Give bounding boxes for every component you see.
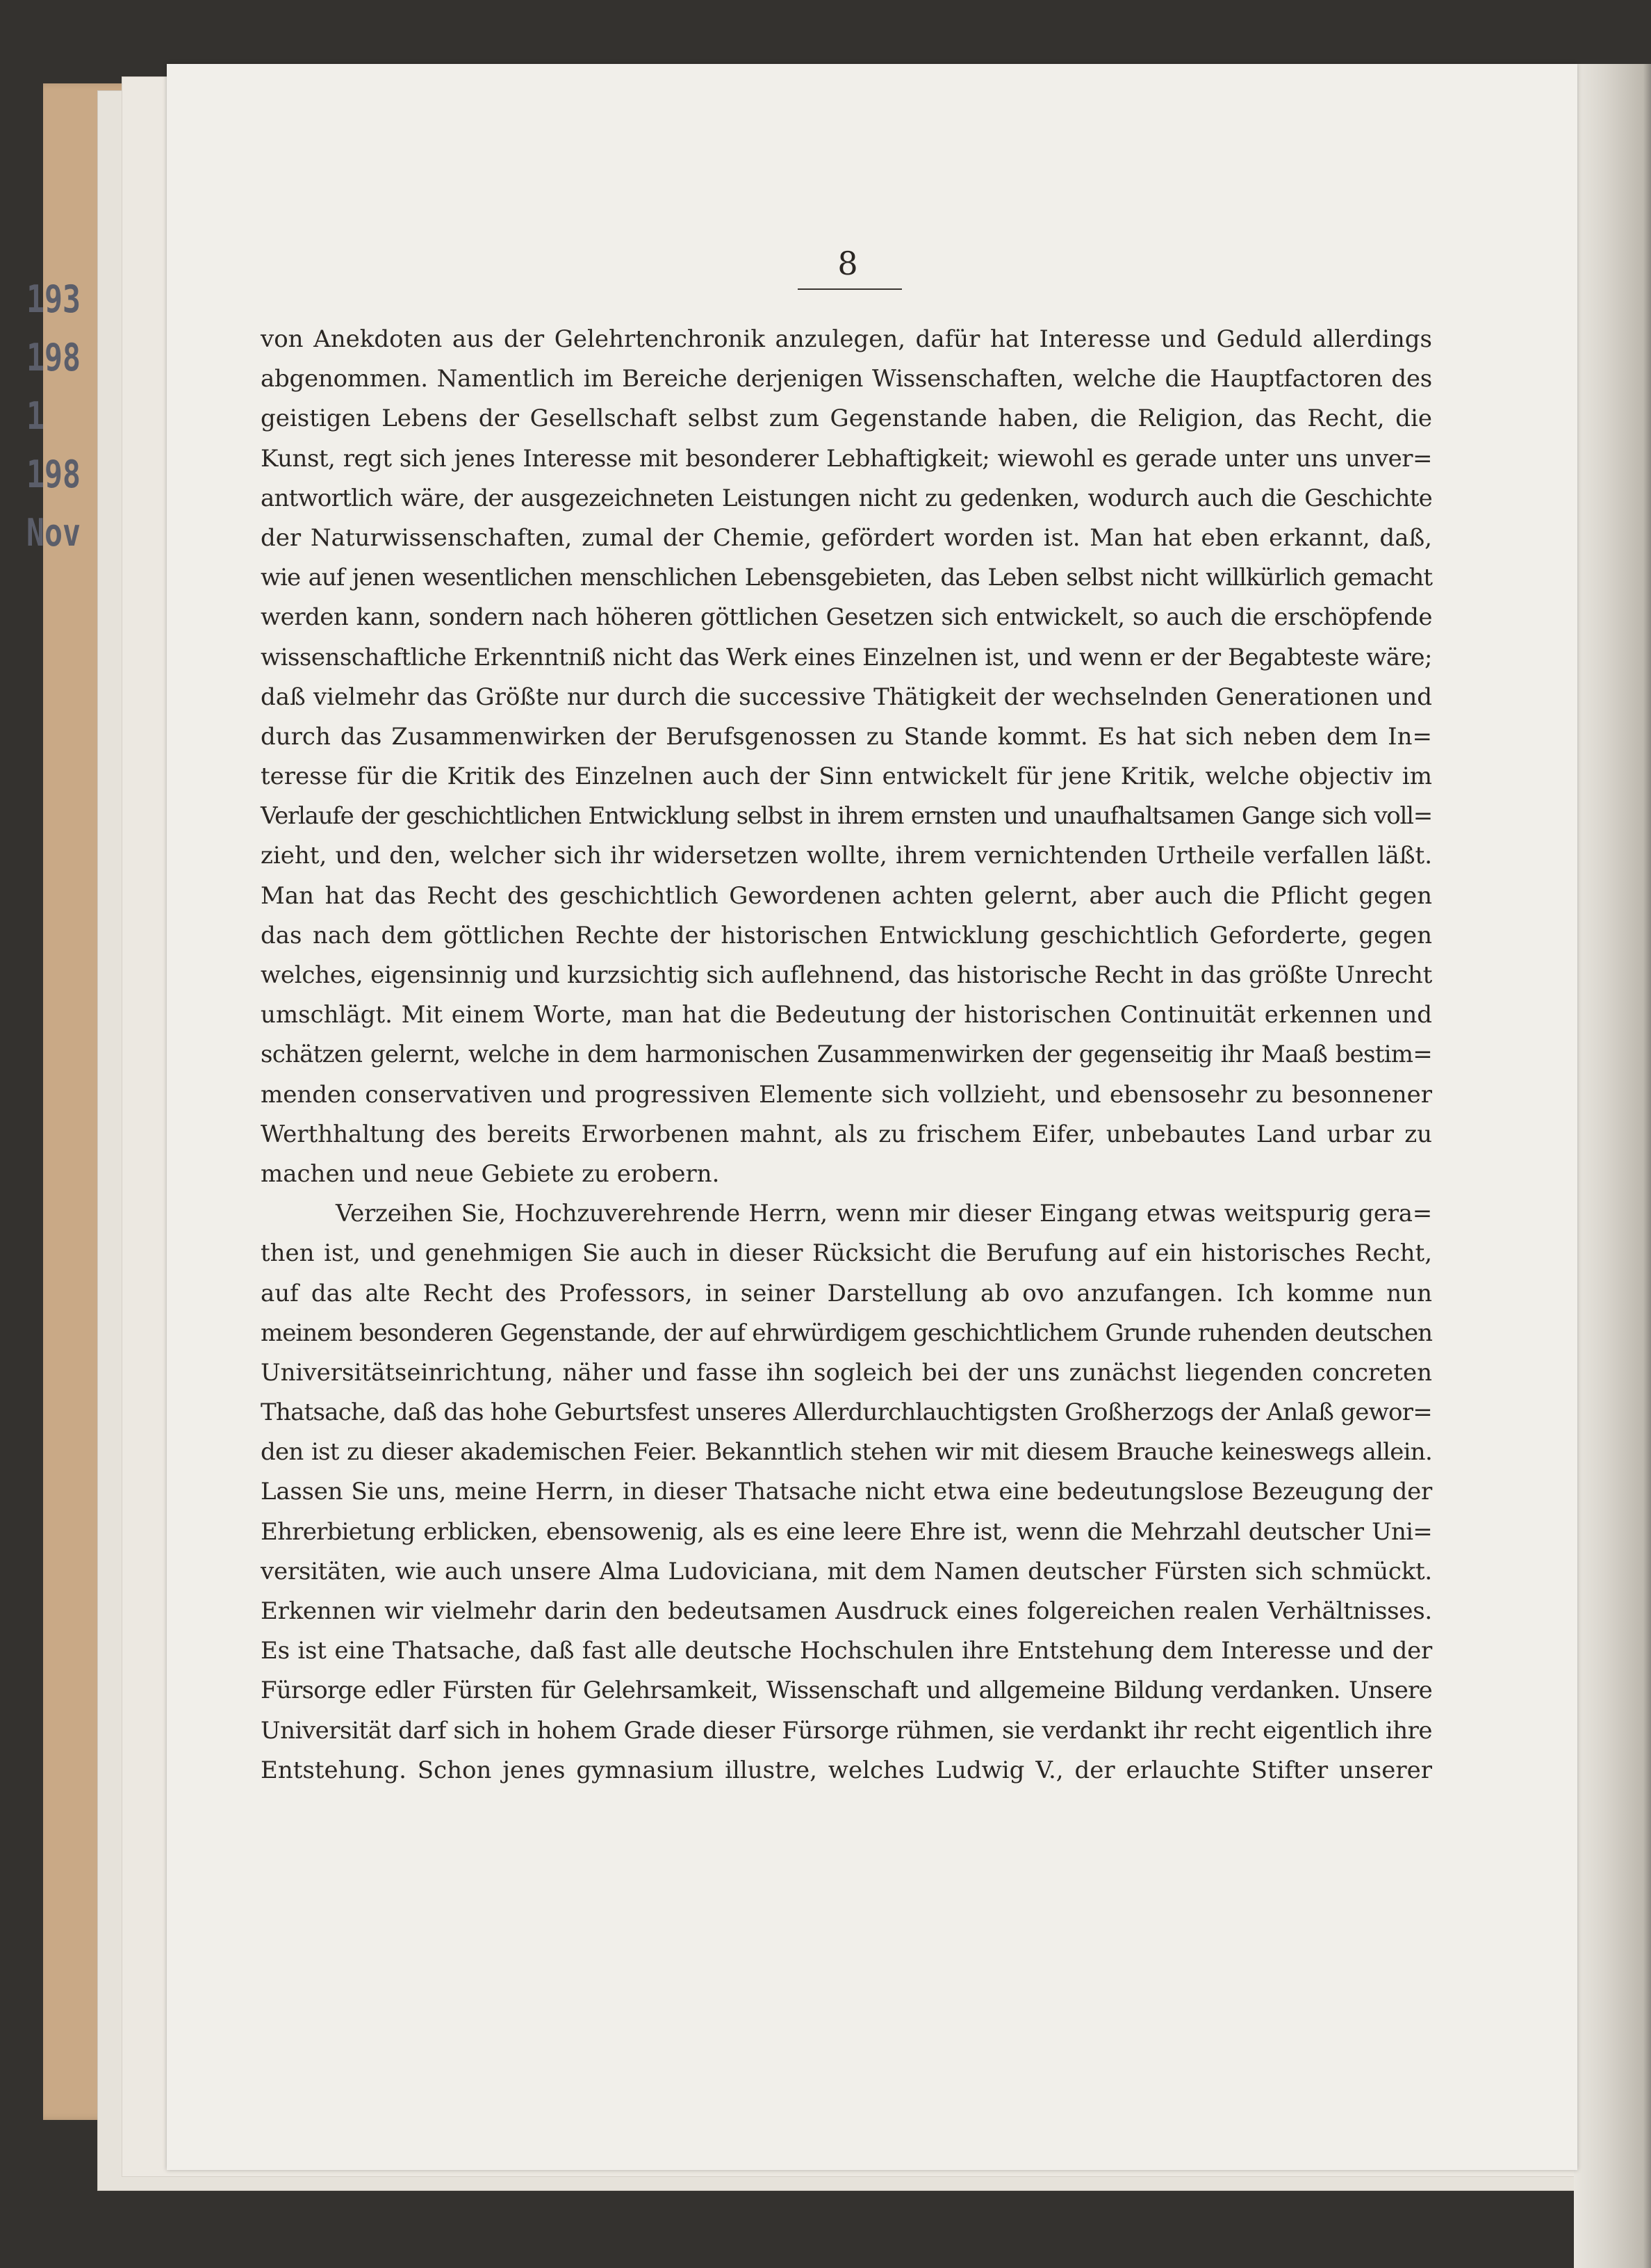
text-line: Werthhaltung des bereits Erworbenen mahnt, als zu frischem Eifer, unbebautes Land urbar zu bbox=[261, 1120, 1432, 1148]
text-line: Kunst, regt sich jenes Interesse mit besonderer Lebhaftigkeit; wiewohl es gerade unter uns unver= bbox=[261, 444, 1432, 473]
page-edge bbox=[1574, 64, 1651, 2268]
text-line: Verzeihen Sie, Hochzuverehrende Herrn, wenn mir dieser Eingang etwas weitspurig gera= bbox=[336, 1200, 1432, 1228]
text-line: daß vielmehr das Größte nur durch die successive Thätigkeit der wechselnden Generationen und bbox=[261, 683, 1432, 711]
text-line: Man hat das Recht des geschichtlich Gewordenen achten gelernt, aber auch die Pflicht gegen bbox=[261, 881, 1432, 910]
spine-label: 1 bbox=[26, 394, 45, 438]
text-line: machen und neue Gebiete zu erobern. bbox=[261, 1159, 720, 1188]
text-line: abgenommen. Namentlich im Bereiche derjenigen Wissenschaften, welche die Hauptfactoren des bbox=[261, 365, 1432, 393]
text-line: das nach dem göttlichen Rechte der historischen Entwicklung geschichtlich Geforderte, gegen bbox=[261, 921, 1432, 949]
text-line: Erkennen wir vielmehr darin den bedeutsamen Ausdruck eines folgereichen realen Verhältnisses. bbox=[261, 1597, 1432, 1625]
text-line: von Anekdoten aus der Gelehrtenchronik anzulegen, dafür hat Interesse und Geduld allerdings bbox=[261, 325, 1432, 353]
text-line: Ehrerbietung erblicken, ebensowenig, als es eine leere Ehre ist, wenn die Mehrzahl deutscher Uni= bbox=[261, 1517, 1432, 1546]
page-number-rule bbox=[798, 288, 902, 290]
text-line: zieht, und den, welcher sich ihr widersetzen wollte, ihrem vernichtenden Urtheile verfallen läßt. bbox=[261, 842, 1432, 870]
text-line: geistigen Lebens der Gesellschaft selbst zum Gegenstande haben, die Religion, das Recht, die bbox=[261, 405, 1432, 433]
text-line: teresse für die Kritik des Einzelnen auch der Sinn entwickelt für jene Kritik, welche objectiv im bbox=[261, 762, 1432, 791]
spine-label: Nov bbox=[26, 511, 81, 555]
text-line: versitäten, wie auch unsere Alma Ludoviciana, mit dem Namen deutscher Fürsten sich schmückt. bbox=[261, 1557, 1432, 1585]
text-line: umschlägt. Mit einem Worte, man hat die Bedeutung der historischen Continuität erkennen und bbox=[261, 1001, 1432, 1029]
body-text bbox=[261, 320, 1432, 1790]
text-line: wie auf jenen wesentlichen menschlichen Lebensgebieten, das Leben selbst nicht willkürlich gemacht bbox=[261, 564, 1432, 592]
text-line: welches, eigensinnig und kurzsichtig sich auflehnend, das historische Recht in das größte Unrecht bbox=[261, 961, 1432, 989]
text-line: menden conservativen und progressiven Elemente sich vollzieht, und ebensosehr zu besonnener bbox=[261, 1080, 1432, 1109]
text-line: Entstehung. Schon jenes gymnasium illustre, welches Ludwig V., der erlauchte Stifter unserer bbox=[261, 1756, 1432, 1784]
spine-label: 198 bbox=[26, 452, 81, 496]
text-line: den ist zu dieser akademischen Feier. Bekanntlich stehen wir mit diesem Brauche keineswegs allein. bbox=[261, 1438, 1432, 1467]
text-line: durch das Zusammenwirken der Berufsgenossen zu Stande kommt. Es hat sich neben dem In= bbox=[261, 722, 1432, 751]
text-line: werden kann, sondern nach höheren göttlichen Gesetzen sich entwickelt, so auch die erschöpfende bbox=[261, 603, 1432, 632]
page-number: 8 bbox=[837, 245, 858, 282]
text-line: Verlaufe der geschichtlichen Entwicklung selbst in ihrem ernsten und unaufhaltsamen Gange sich voll= bbox=[261, 802, 1432, 831]
text-line: Universität darf sich in hohem Grade dieser Fürsorge rühmen, sie verdankt ihr recht eigentlich ihre bbox=[261, 1716, 1432, 1745]
text-line: Lassen Sie uns, meine Herrn, in dieser Thatsache nicht etwa eine bedeutungslose Bezeugung der bbox=[261, 1478, 1432, 1506]
text-line: der Naturwissenschaften, zumal der Chemie, gefördert worden ist. Man hat eben erkannt, daß, bbox=[261, 523, 1432, 552]
text-line: Fürsorge edler Fürsten für Gelehrsamkeit, Wissenschaft und allgemeine Bildung verdanken. Unsere bbox=[261, 1676, 1432, 1705]
text-line: antwortlich wäre, der ausgezeichneten Leistungen nicht zu gedenken, wodurch auch die Geschichte bbox=[261, 484, 1432, 512]
text-line: Universitätseinrichtung, näher und fasse ihn sogleich bei der uns zunächst liegenden concreten bbox=[261, 1358, 1432, 1387]
text-line: auf das alte Recht des Professors, in seiner Darstellung ab ovo anzufangen. Ich komme nun bbox=[261, 1279, 1432, 1307]
spine-label: 193 bbox=[26, 277, 81, 321]
text-line: Thatsache, daß das hohe Geburtsfest unseres Allerdurchlauchtigsten Großherzogs der Anlaß gewor= bbox=[261, 1398, 1432, 1427]
text-line: meinem besonderen Gegenstande, der auf ehrwürdigem geschichtlichem Grunde ruhenden deutschen bbox=[261, 1319, 1432, 1347]
spine-label: 198 bbox=[26, 336, 81, 380]
text-line: Es ist eine Thatsache, daß fast alle deutsche Hochschulen ihre Entstehung dem Interesse und der bbox=[261, 1637, 1432, 1665]
text-line: wissenschaftliche Erkenntniß nicht das Werk eines Einzelnen ist, und wenn er der Begabteste wäre; bbox=[261, 643, 1432, 671]
text-line: schätzen gelernt, welche in dem harmonischen Zusammenwirken der gegenseitig ihr Maaß bestim= bbox=[261, 1041, 1432, 1069]
text-line: then ist, und genehmigen Sie auch in dieser Rücksicht die Berufung auf ein historisches Recht, bbox=[261, 1239, 1432, 1268]
